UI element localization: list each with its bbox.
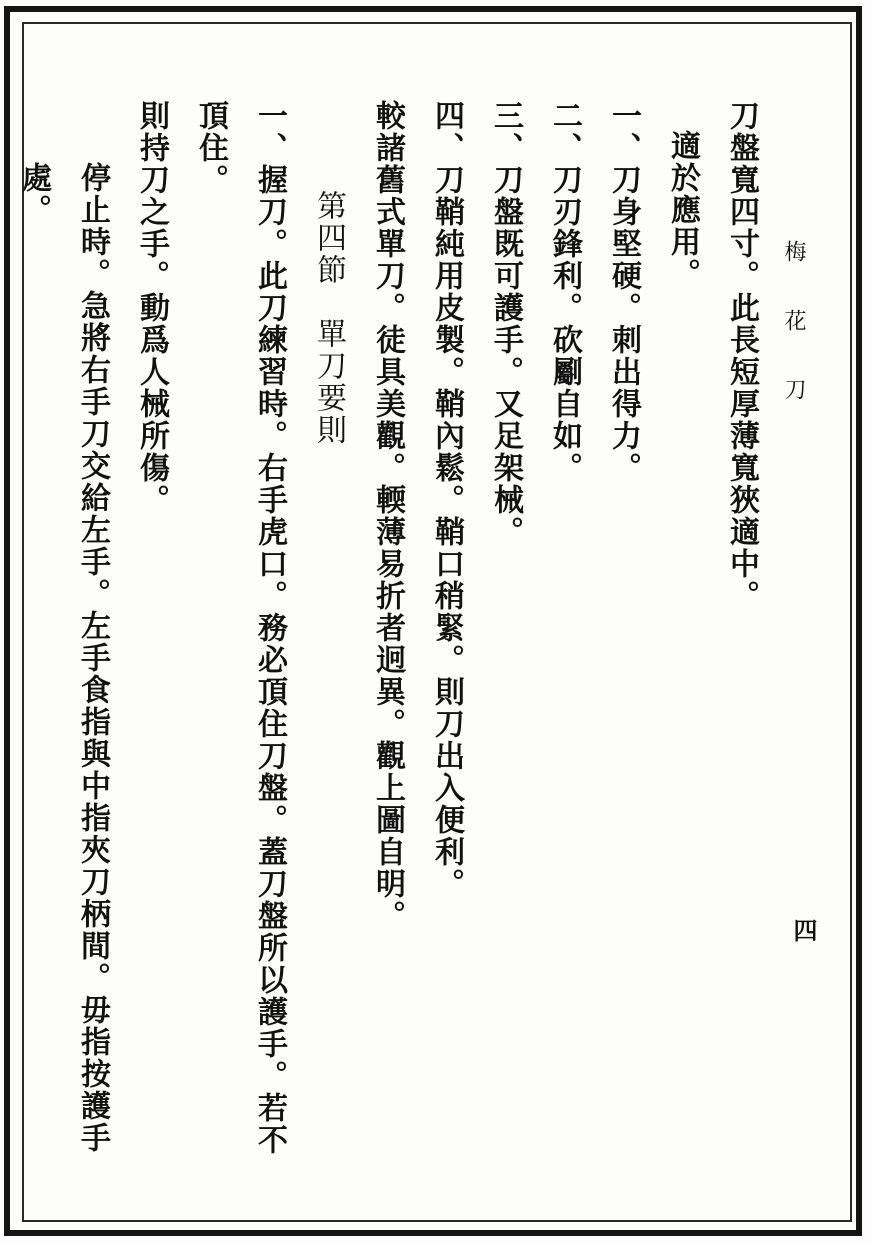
- text-column: 三、刀盤既可護手。又足架械。: [488, 100, 523, 548]
- running-head-title: 梅 花 刀: [781, 240, 806, 420]
- text-column: 二、刀刃鋒利。砍劚自如。: [547, 100, 582, 484]
- text-column: 停止時。急將右手刀交給左手。左手食指與中指夾刀柄間。毋指按護手處。: [16, 162, 110, 1154]
- page-number: 四: [789, 918, 818, 942]
- text-column: 則持刀之手。動爲人械所傷。: [134, 100, 169, 516]
- body-text: [0, 100, 771, 1180]
- text-column: 適於應用。: [665, 130, 700, 290]
- text-column: 一、握刀。此刀練習時。右手虎口。務必頂住刀盤。蓋刀盤所以護手。若不頂住。: [193, 100, 287, 1156]
- text-column: 四、刀鞘純用皮製。鞘內鬆。鞘口稍緊。則刀出入便利。: [429, 100, 464, 900]
- text-column: 一、刀身堅硬。刺出得力。: [606, 100, 641, 484]
- text-column: [0, 100, 4, 1180]
- section-heading: 第四節 單刀要則: [311, 190, 346, 446]
- text-column: 刀盤寬四寸。此長短厚薄寬狹適中。: [724, 100, 759, 612]
- text-column: 較諸舊式單刀。徒具美觀。輭薄易折者迥異。觀上圖自明。: [370, 100, 405, 932]
